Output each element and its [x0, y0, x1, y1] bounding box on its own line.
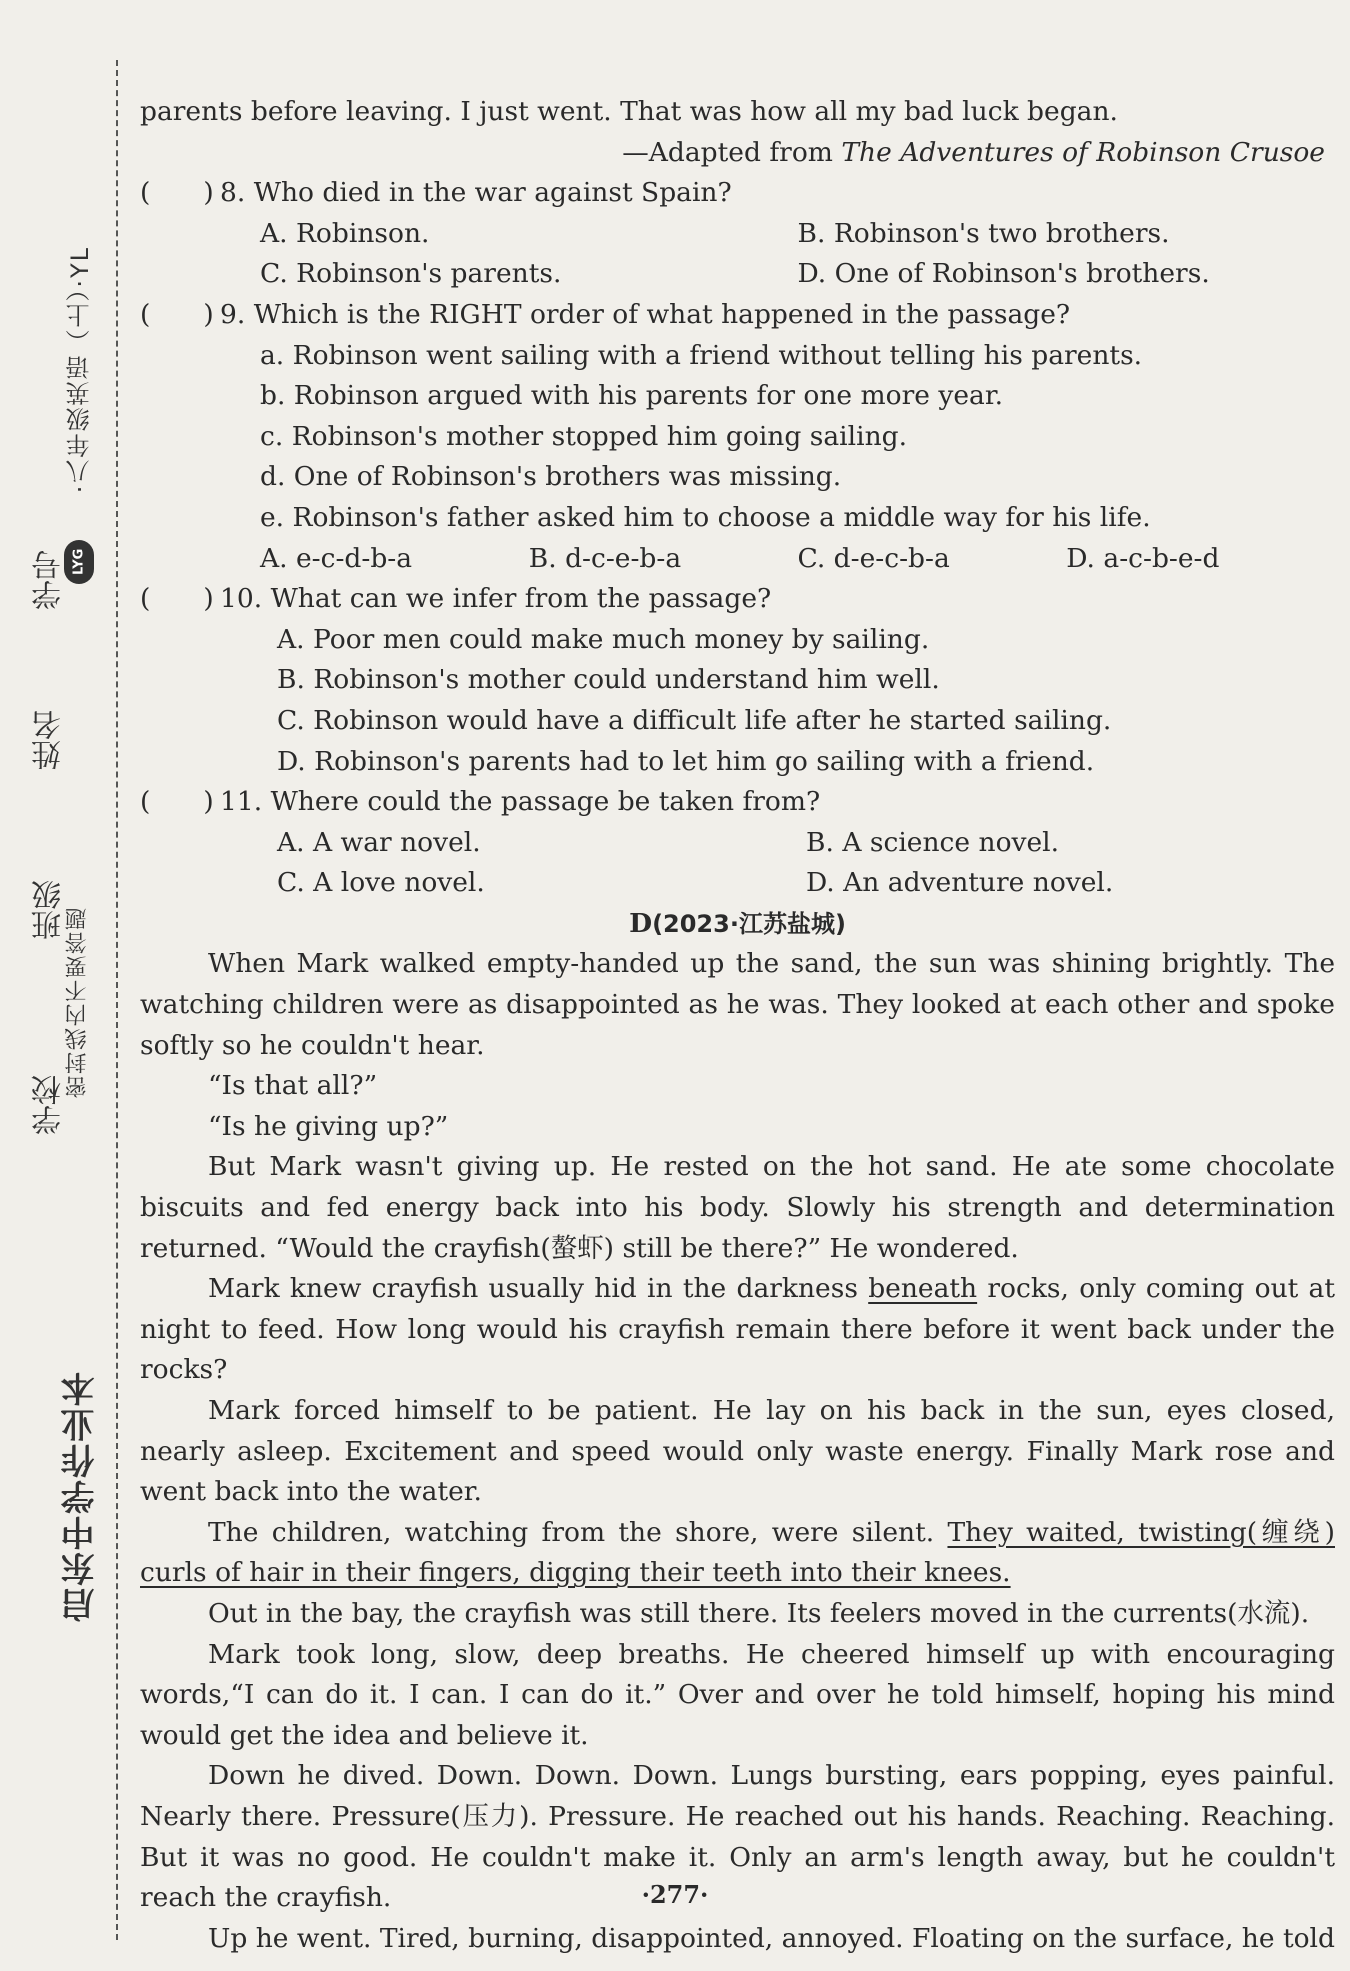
- question-stem: 8. Who died in the war against Spain?: [220, 177, 732, 209]
- event-item: a. Robinson went sailing with a friend without telling his parents.: [260, 339, 1143, 371]
- school-title: 启东中学作业本: [61, 1370, 101, 1622]
- question-stem: 9. Which is the RIGHT order of what happened in the passage?: [220, 298, 1071, 330]
- underlined-word: beneath: [868, 1273, 978, 1305]
- question-8-options: [140, 254, 1335, 295]
- paragraph: Down he dived. Down. Down. Down. Lungs bursting, ears popping, eyes painful. Nearly there. Pressure(压力). Pressure. He reached out his hands. Reaching. Reaching. But it was no good. He couldn't make it. Only an arm's length away, but he couldn't reach the crayfish.: [140, 1760, 1335, 1914]
- paragraph: “Is he giving up?”: [208, 1110, 449, 1142]
- option-d: D. a-c-b-e-d: [1066, 542, 1220, 574]
- option-d: D. An adventure novel.: [806, 867, 1114, 899]
- passage-d-title: [140, 904, 1335, 945]
- field-student-id-label: 学号: [32, 550, 67, 610]
- seal-line: [116, 60, 118, 1940]
- paragraph: Mark took long, slow, deep breaths. He cheered himself up with encouraging words,“I can do it. I can. I can do it.” Over and over he told himself, hoping his mind would get the idea and believe it.: [140, 1638, 1335, 1751]
- option-a: A. A war novel.: [277, 826, 481, 858]
- field-school-label: 学校: [32, 1075, 67, 1135]
- field-name-label: 姓名: [32, 710, 67, 770]
- question-11: [140, 782, 1335, 823]
- underlined-sentence: They waited, twisting(缠绕) curls of hair in their fingers, digging their teeth into their knees.: [140, 1516, 1335, 1589]
- question-9-options: [140, 539, 1335, 580]
- passage-c-ending: parents before leaving. I just went. That was how all my bad luck began.: [140, 96, 1118, 127]
- publisher-badge: LYG: [64, 540, 94, 584]
- answer-blank[interactable]: ( ): [140, 298, 214, 330]
- field-student-id: [28, 550, 72, 610]
- answer-blank[interactable]: ( ): [140, 177, 214, 209]
- question-11-options: [140, 823, 1335, 864]
- option-c: C. d-e-c-b-a: [797, 542, 950, 574]
- question-9: [140, 295, 1335, 336]
- book-label: ·八年级英语（上）·YL: [62, 240, 97, 499]
- event-item: d. One of Robinson's brothers was missing.: [260, 461, 842, 493]
- option-a: A. Robinson.: [260, 217, 430, 249]
- page-content: [140, 92, 1335, 1959]
- answer-blank[interactable]: ( ): [140, 583, 214, 615]
- question-8-options: [140, 214, 1335, 255]
- question-10: [140, 579, 1335, 620]
- text-run: rocks, only coming out at night to feed. How long would his crayfish remain there before it went back under the rocks?: [140, 1273, 1335, 1386]
- event-item: b. Robinson argued with his parents for one more year.: [260, 380, 1004, 412]
- passage-d-letter: D: [629, 907, 653, 939]
- paragraph: When Mark walked empty-handed up the sand, the sun was shining brightly. The watching children were as disappointed as he was. They looked at each other and spoke softly so he couldn't hear.: [140, 948, 1335, 1061]
- option-d: D. One of Robinson's brothers.: [797, 258, 1210, 290]
- question-stem: 10. What can we infer from the passage?: [220, 583, 772, 615]
- paragraph: “Is that all?”: [208, 1070, 378, 1102]
- answer-blank[interactable]: ( ): [140, 786, 214, 818]
- option-b: B. Robinson's two brothers.: [797, 217, 1170, 249]
- field-school: [28, 1075, 72, 1135]
- paragraph: [140, 1513, 1335, 1594]
- option-c: C. Robinson would have a difficult life after he started sailing.: [277, 704, 1112, 736]
- paragraph: Up he went. Tired, burning, disappointed, annoyed. Floating on the surface, he told: [208, 1922, 1336, 1954]
- paragraph: Out in the bay, the crayfish was still there. Its feelers moved in the currents(水流).: [208, 1597, 1310, 1629]
- question-stem: 11. Where could the passage be taken from?: [220, 786, 821, 818]
- option-a: A. Poor men could make much money by sailing.: [277, 623, 930, 655]
- page-number: ·277·: [641, 1880, 709, 1909]
- option-b: B. Robinson's mother could understand him well.: [277, 664, 940, 696]
- option-b: B. d-c-e-b-a: [528, 542, 682, 574]
- event-item: e. Robinson's father asked him to choose a middle way for his life.: [260, 501, 1151, 533]
- event-item: c. Robinson's mother stopped him going sailing.: [260, 420, 908, 452]
- option-d: D. Robinson's parents had to let him go sailing with a friend.: [277, 745, 1095, 777]
- paragraph: Mark forced himself to be patient. He lay on his back in the sun, eyes closed, nearly asleep. Excitement and speed would only waste energy. Finally Mark rose and went back into the water.: [140, 1395, 1335, 1508]
- text-run: Mark knew crayfish usually hid in the darkness: [208, 1273, 869, 1305]
- option-a: A. e-c-d-b-a: [260, 542, 413, 574]
- field-name: [28, 710, 72, 770]
- seal-notice: 密封线内不要答题: [62, 900, 93, 1104]
- paragraph: [140, 1269, 1335, 1391]
- question-11-options: [140, 863, 1335, 904]
- question-8: [140, 173, 1335, 214]
- passage-c-source: [140, 133, 1335, 174]
- source-prefix: —Adapted from: [622, 136, 842, 168]
- binding-margin: [0, 0, 140, 1971]
- field-class-label: 班级: [32, 880, 67, 940]
- source-title: The Adventures of Robinson Crusoe: [841, 136, 1325, 168]
- field-class: [28, 880, 72, 940]
- option-c: C. Robinson's parents.: [260, 258, 562, 290]
- option-b: B. A science novel.: [806, 826, 1060, 858]
- text-run: The children, watching from the shore, were silent.: [208, 1516, 948, 1548]
- passage-d-source: (2023·江苏盐城): [652, 909, 846, 938]
- option-c: C. A love novel.: [277, 867, 485, 899]
- paragraph: But Mark wasn't giving up. He rested on the hot sand. He ate some chocolate biscuits and fed energy back into his body. Slowly his strength and determination returned. “Would the crayfish(螯虾) still be there?” He wondered.: [140, 1151, 1335, 1264]
